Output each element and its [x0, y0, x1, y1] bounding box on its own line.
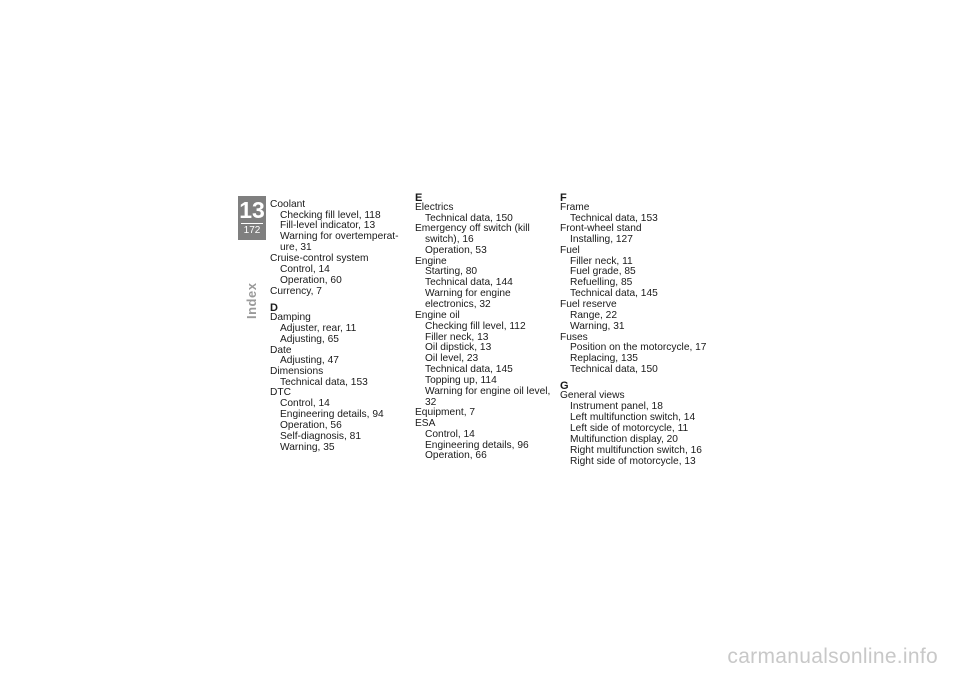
- index-entry: [270, 254, 410, 286]
- index-entry-heading: Equipment, 7: [415, 407, 476, 419]
- index-subentry: Oil dipstick, 13: [425, 342, 492, 354]
- index-subentry: Technical data, 145: [425, 364, 513, 376]
- index-entry: [560, 300, 710, 332]
- index-subentry: Fuel grade, 85: [570, 266, 636, 278]
- index-entry-heading: Fuses: [560, 331, 588, 343]
- index-subentry: Warning for engine oil level, 32: [425, 385, 551, 408]
- index-subentry: Engineering details, 96: [425, 439, 529, 451]
- index-subentry: Right multifunction switch, 16: [570, 444, 702, 456]
- index-subentry: Adjusting, 47: [280, 355, 339, 367]
- index-subentry: Technical data, 145: [570, 288, 658, 300]
- index-subentry: Warning, 35: [280, 441, 335, 453]
- index-subentry: Warning for overtemperat-: [280, 231, 399, 243]
- index-letter: D: [270, 302, 278, 315]
- index-entry-heading: Cruise-control system: [270, 253, 369, 265]
- index-column-1: [270, 200, 410, 454]
- index-subentry: Technical data, 150: [425, 212, 513, 224]
- index-entry: [560, 333, 710, 376]
- index-subentry: Self-diagnosis, 81: [280, 430, 361, 442]
- index-entry: [560, 246, 710, 300]
- index-entry: [415, 203, 555, 224]
- index-subentry: Engineering details, 94: [280, 408, 384, 420]
- index-letter: E: [415, 192, 423, 204]
- index-subentry: Instrument panel, 18: [570, 401, 663, 413]
- index-subentry: Topping up, 114: [425, 375, 497, 387]
- index-entry-heading: Date: [270, 344, 292, 356]
- index-entry-heading: Damping: [270, 312, 311, 324]
- index-subentry: Installing, 127: [570, 234, 633, 246]
- index-entry: [560, 203, 710, 224]
- index-entry: [415, 224, 555, 256]
- index-subentry: Oil level, 23: [425, 353, 479, 365]
- index-subentry: Warning, 31: [570, 320, 625, 332]
- chapter-tab: [238, 196, 266, 240]
- index-entry: [270, 388, 410, 453]
- index-subentry: Technical data, 144: [425, 277, 513, 289]
- index-entry: [270, 367, 410, 388]
- index-entry-heading: Fuel reserve: [560, 299, 617, 311]
- index-entry-heading: Electrics: [415, 202, 454, 213]
- index-entry: [270, 287, 410, 298]
- index-subentry: Control, 14: [280, 263, 330, 275]
- index-entry-heading: Dimensions: [270, 365, 324, 377]
- index-entry-heading: Engine: [415, 255, 447, 267]
- index-subentry: Range, 22: [570, 309, 618, 321]
- index-subentry: Replacing, 135: [570, 352, 638, 364]
- index-subentry: Multifunction display, 20: [570, 433, 678, 445]
- index-subentry: Fill-level indicator, 13: [280, 220, 376, 232]
- index-column-3: [560, 192, 710, 467]
- index-subentry: Refuelling, 85: [570, 277, 633, 289]
- index-subentry: Warning for engine: [425, 288, 511, 300]
- index-subentry: Starting, 80: [425, 266, 478, 278]
- index-subentry: Technical data, 153: [280, 376, 368, 388]
- index-subentry: Adjuster, rear, 11: [280, 322, 357, 334]
- index-subentry: Checking fill level, 118: [280, 209, 381, 221]
- index-subentry: ure, 31: [280, 242, 312, 254]
- index-subentry: Operation, 53: [425, 244, 487, 256]
- index-entry: [270, 346, 410, 367]
- index-entry-heading: General views: [560, 390, 625, 402]
- index-entry-heading: Engine oil: [415, 310, 460, 322]
- index-subentry: Position on the motorcycle, 17: [570, 342, 707, 354]
- index-subentry: Control, 14: [425, 428, 475, 440]
- watermark: carmanualsonline.info: [727, 645, 938, 668]
- index-subentry: Operation, 60: [280, 274, 342, 286]
- index-entry-heading: ESA: [415, 418, 436, 430]
- index-entry: [415, 419, 555, 462]
- index-entry: [270, 200, 410, 254]
- chapter-number: 13: [239, 197, 265, 223]
- index-entry-heading: DTC: [270, 387, 291, 399]
- index-entry-heading: Currency, 7: [270, 285, 322, 297]
- index-subentry: Technical data, 153: [570, 212, 658, 224]
- index-entry: [270, 313, 410, 345]
- page-number: 172: [243, 225, 261, 236]
- index-letter: G: [560, 380, 569, 393]
- index-subentry: Checking fill level, 112: [425, 320, 526, 332]
- index-subentry: Technical data, 150: [570, 363, 658, 375]
- index-letter: F: [560, 192, 567, 204]
- index-entry-heading: Emergency off switch (kill: [415, 223, 530, 235]
- index-entry: [415, 257, 555, 311]
- index-entry-heading: Front-wheel stand: [560, 223, 642, 235]
- index-entry: [560, 224, 710, 245]
- index-entry-heading: Coolant: [270, 199, 306, 210]
- index-subentry: Operation, 66: [425, 450, 487, 462]
- index-entry: [560, 391, 710, 467]
- index-entry: [415, 311, 555, 408]
- index-subentry: Left multifunction switch, 14: [570, 411, 696, 423]
- index-subentry: Control, 14: [280, 398, 330, 410]
- index-column-2: [415, 192, 555, 462]
- index-subentry: Right side of motorcycle, 13: [570, 455, 696, 467]
- index-subentry: switch), 16: [425, 234, 474, 246]
- index-subentry: electronics, 32: [425, 299, 491, 311]
- section-label: Index: [244, 282, 259, 320]
- index-entry-heading: Fuel: [560, 244, 580, 256]
- index-subentry: Filler neck, 13: [425, 331, 489, 343]
- index-entry-heading: Frame: [560, 202, 590, 213]
- index-subentry: Operation, 56: [280, 419, 342, 431]
- index-subentry: Adjusting, 65: [280, 333, 339, 345]
- index-subentry: Left side of motorcycle, 11: [570, 422, 689, 434]
- index-subentry: Filler neck, 11: [570, 255, 633, 267]
- index-entry: [415, 408, 555, 419]
